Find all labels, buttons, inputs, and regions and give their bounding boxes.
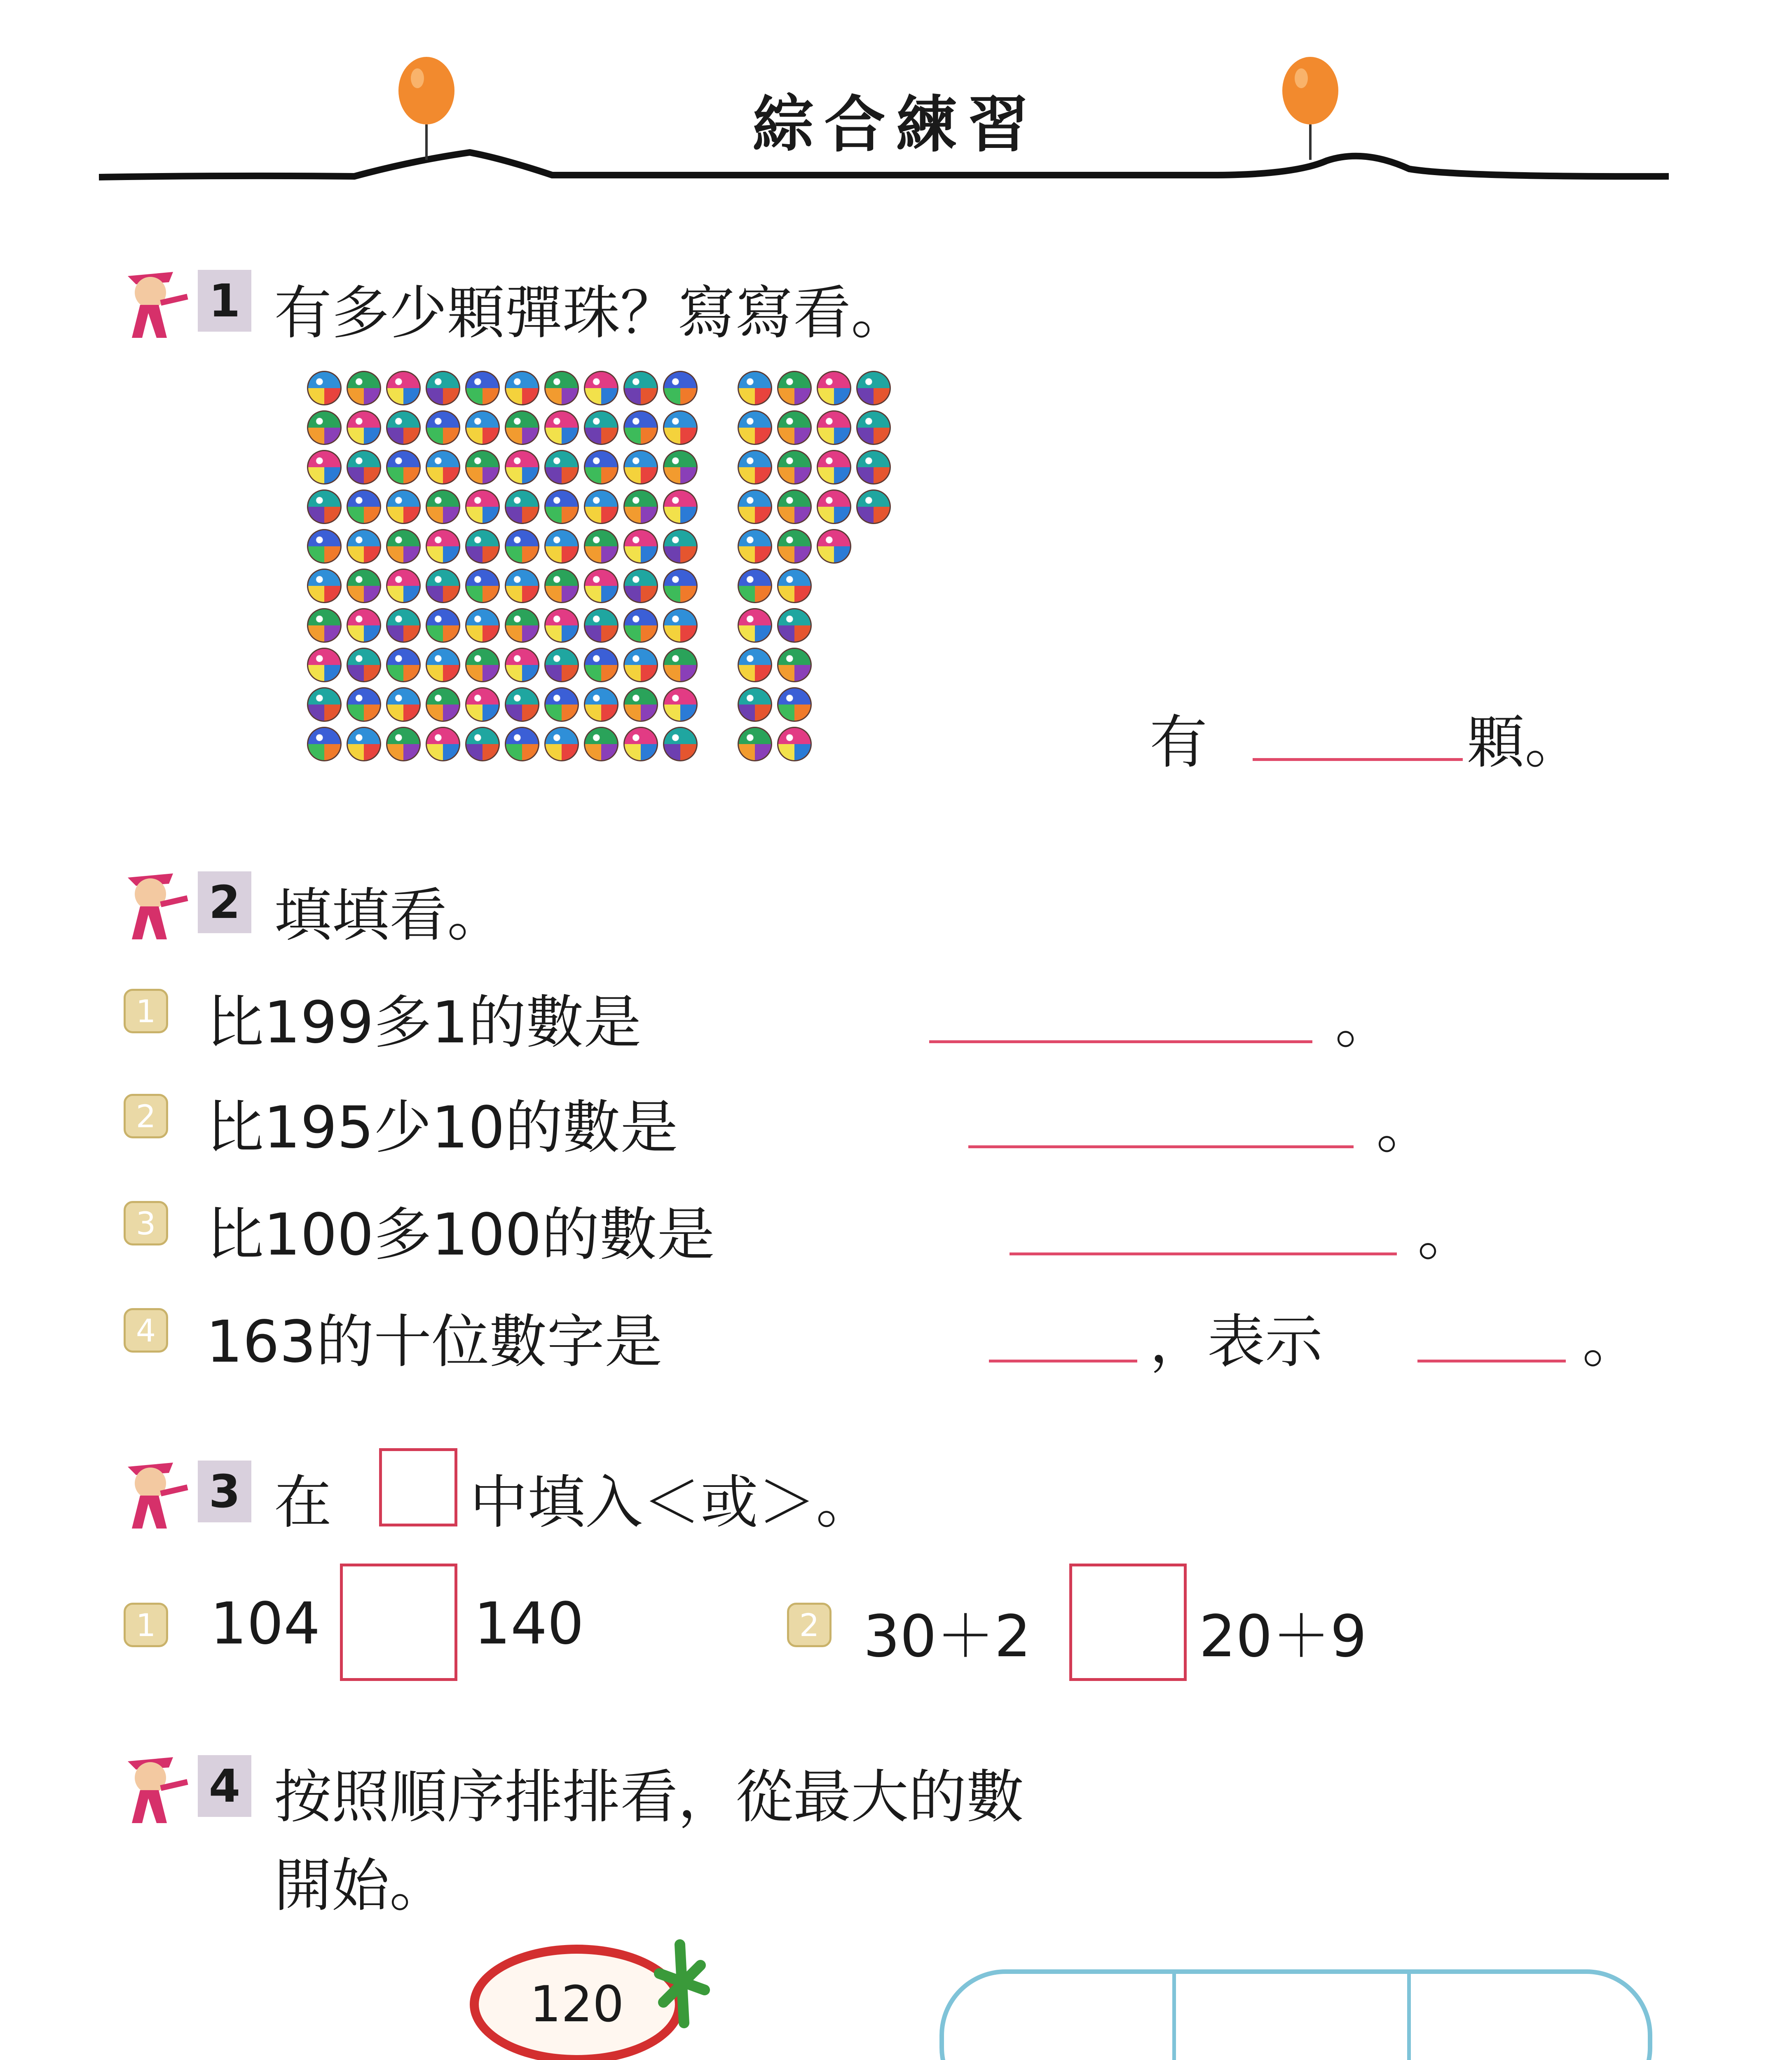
marble <box>307 371 342 405</box>
marble <box>663 727 698 761</box>
marble <box>505 371 539 405</box>
marble <box>777 529 812 564</box>
marble <box>623 450 658 485</box>
marble <box>505 687 539 722</box>
marble <box>505 529 539 564</box>
marble <box>386 371 421 405</box>
q2-item-4-end: 。 <box>1582 1309 1640 1376</box>
marble <box>663 569 698 603</box>
q2-item-4-text: 163的十位數字是 <box>206 1309 663 1376</box>
marble <box>307 608 342 643</box>
marble <box>347 648 381 682</box>
marble <box>584 569 618 603</box>
item-badge-1: 1 <box>124 989 168 1033</box>
question-number-1: 1 <box>198 270 251 332</box>
marble <box>307 489 342 524</box>
marble <box>663 371 698 405</box>
question-3-prompt-after: 中填入＜或＞。 <box>470 1469 874 1536</box>
marble <box>817 371 851 405</box>
marble <box>738 371 772 405</box>
marble <box>544 371 579 405</box>
tomato-stem-icon <box>651 1936 713 2031</box>
student-pointer-icon <box>111 1745 194 1827</box>
q3-item-2-compare-box[interactable] <box>1069 1564 1187 1681</box>
marble <box>856 489 891 524</box>
marble <box>623 529 658 564</box>
marble <box>663 687 698 722</box>
marble <box>347 608 381 643</box>
tomato-number: 120 <box>529 1976 624 2033</box>
question-number-2: 2 <box>198 871 251 933</box>
student-pointer-icon <box>111 1450 194 1533</box>
marble <box>777 489 812 524</box>
marble <box>663 529 698 564</box>
q2-item-4-blank-digit[interactable] <box>989 1360 1137 1362</box>
marble <box>307 450 342 485</box>
marble <box>738 727 772 761</box>
marble <box>426 410 460 445</box>
marble <box>307 569 342 603</box>
marble <box>777 687 812 722</box>
marble <box>663 608 698 643</box>
marble <box>347 450 381 485</box>
marble <box>663 450 698 485</box>
marble <box>584 450 618 485</box>
item-badge-2: 2 <box>787 1603 832 1647</box>
question-number-4: 4 <box>198 1755 251 1817</box>
marble <box>465 608 500 643</box>
marble <box>544 450 579 485</box>
marble <box>465 489 500 524</box>
item-badge-3: 3 <box>124 1201 168 1245</box>
marble <box>738 529 772 564</box>
q3-item-1-compare-box[interactable] <box>340 1564 457 1681</box>
marble <box>426 529 460 564</box>
marble <box>738 608 772 643</box>
marble <box>738 648 772 682</box>
marble <box>465 569 500 603</box>
marble <box>663 489 698 524</box>
q3-item-2-right: 20＋9 <box>1199 1603 1367 1670</box>
marble <box>623 371 658 405</box>
marble <box>663 648 698 682</box>
question-4-prompt-line1: 按照順序排排看，從最大的數 <box>274 1764 1024 1831</box>
marble <box>465 410 500 445</box>
marble <box>663 410 698 445</box>
marble <box>307 529 342 564</box>
marble <box>544 410 579 445</box>
q2-item-3-text: 比100多100的數是 <box>206 1201 715 1269</box>
marble <box>307 410 342 445</box>
q3-item-1-left: 104 <box>210 1590 321 1657</box>
marble <box>426 489 460 524</box>
marble <box>347 371 381 405</box>
marble <box>426 569 460 603</box>
marble <box>856 371 891 405</box>
marble <box>584 489 618 524</box>
student-pointer-icon <box>111 861 194 943</box>
marble <box>817 529 851 564</box>
marble <box>738 687 772 722</box>
marble <box>505 648 539 682</box>
marble <box>544 489 579 524</box>
q2-item-1-end: 。 <box>1335 989 1393 1056</box>
q2-item-2-blank[interactable] <box>968 1145 1354 1148</box>
marble <box>584 410 618 445</box>
marble <box>544 687 579 722</box>
marble <box>505 569 539 603</box>
marble <box>426 687 460 722</box>
marble <box>465 450 500 485</box>
q1-answer-blank[interactable] <box>1253 758 1463 761</box>
q2-item-4-middle: ，表示 <box>1150 1309 1323 1376</box>
marble <box>465 687 500 722</box>
marble <box>623 727 658 761</box>
marble <box>777 727 812 761</box>
marble <box>465 529 500 564</box>
marble <box>386 489 421 524</box>
q2-item-2-end: 。 <box>1376 1094 1434 1161</box>
marble <box>584 687 618 722</box>
q2-item-3-end: 。 <box>1417 1201 1476 1269</box>
q2-item-3-blank[interactable] <box>1010 1252 1397 1255</box>
marble <box>544 569 579 603</box>
marble <box>817 450 851 485</box>
question-1-prompt: 有多少顆彈珠？寫寫看。 <box>274 280 909 347</box>
marble <box>347 529 381 564</box>
marble <box>307 727 342 761</box>
marbles-hundred-block <box>307 371 698 761</box>
q3-item-1-right: 140 <box>474 1590 584 1657</box>
marble <box>347 489 381 524</box>
marble <box>386 410 421 445</box>
q2-item-2-text: 比195少10的數是 <box>206 1094 678 1161</box>
marble <box>584 371 618 405</box>
marble <box>544 727 579 761</box>
marble <box>347 687 381 722</box>
q2-item-1-text: 比199多1的數是 <box>206 989 642 1056</box>
marble <box>465 371 500 405</box>
marble <box>386 648 421 682</box>
marble <box>777 371 812 405</box>
marble <box>465 727 500 761</box>
marble <box>777 648 812 682</box>
marble <box>347 727 381 761</box>
question-2-prompt: 填填看。 <box>274 882 505 949</box>
marble <box>386 727 421 761</box>
marble <box>505 410 539 445</box>
page-title: 綜合練習 <box>752 89 1040 160</box>
marble <box>584 648 618 682</box>
marble <box>584 529 618 564</box>
marble <box>386 687 421 722</box>
marble <box>623 410 658 445</box>
marble <box>505 489 539 524</box>
marble <box>738 450 772 485</box>
marble <box>307 687 342 722</box>
marble <box>347 410 381 445</box>
answer-slot-3[interactable] <box>1413 1978 1644 2060</box>
marble <box>584 727 618 761</box>
answer-bar-divider <box>1407 1973 1411 2060</box>
marble <box>623 569 658 603</box>
marble <box>307 648 342 682</box>
marble <box>505 608 539 643</box>
marble <box>544 529 579 564</box>
marble <box>386 450 421 485</box>
marble <box>777 450 812 485</box>
marble <box>856 410 891 445</box>
answer-slot-1[interactable] <box>948 1978 1168 2060</box>
marble <box>386 608 421 643</box>
marble <box>777 608 812 643</box>
marble <box>817 410 851 445</box>
marble <box>426 450 460 485</box>
item-badge-1: 1 <box>124 1603 168 1647</box>
marble <box>623 608 658 643</box>
marble <box>623 489 658 524</box>
q3-item-2-left: 30＋2 <box>863 1603 1031 1670</box>
question-number-3: 3 <box>198 1461 251 1522</box>
marble <box>386 569 421 603</box>
answer-bar-divider <box>1172 1973 1176 2060</box>
item-badge-2: 2 <box>124 1094 168 1138</box>
answer-slot-2[interactable] <box>1178 1978 1403 2060</box>
marble <box>426 371 460 405</box>
marble <box>347 569 381 603</box>
q2-item-4-blank-meaning[interactable] <box>1417 1360 1566 1362</box>
marble <box>738 489 772 524</box>
question-4-prompt-line2: 開始。 <box>274 1852 447 1920</box>
q2-item-1-blank[interactable] <box>929 1040 1312 1043</box>
marble <box>777 569 812 603</box>
marble <box>584 608 618 643</box>
q1-answer-prefix: 有 <box>1150 709 1208 776</box>
marble <box>426 648 460 682</box>
marble <box>856 450 891 485</box>
marble <box>777 410 812 445</box>
student-pointer-icon <box>111 260 194 342</box>
marble <box>465 648 500 682</box>
marble <box>738 569 772 603</box>
marble <box>738 410 772 445</box>
marble <box>623 687 658 722</box>
marble <box>505 450 539 485</box>
marble <box>623 648 658 682</box>
item-badge-4: 4 <box>124 1308 168 1353</box>
marble <box>505 727 539 761</box>
marble <box>426 608 460 643</box>
marble <box>544 648 579 682</box>
marble <box>426 727 460 761</box>
marble <box>817 489 851 524</box>
marbles-extra-block <box>738 371 891 761</box>
question-3-prompt-before: 在 <box>274 1469 332 1536</box>
q1-answer-suffix: 顆。 <box>1467 709 1583 776</box>
marble <box>386 529 421 564</box>
marble <box>544 608 579 643</box>
q3-prompt-sample-box <box>379 1448 457 1526</box>
